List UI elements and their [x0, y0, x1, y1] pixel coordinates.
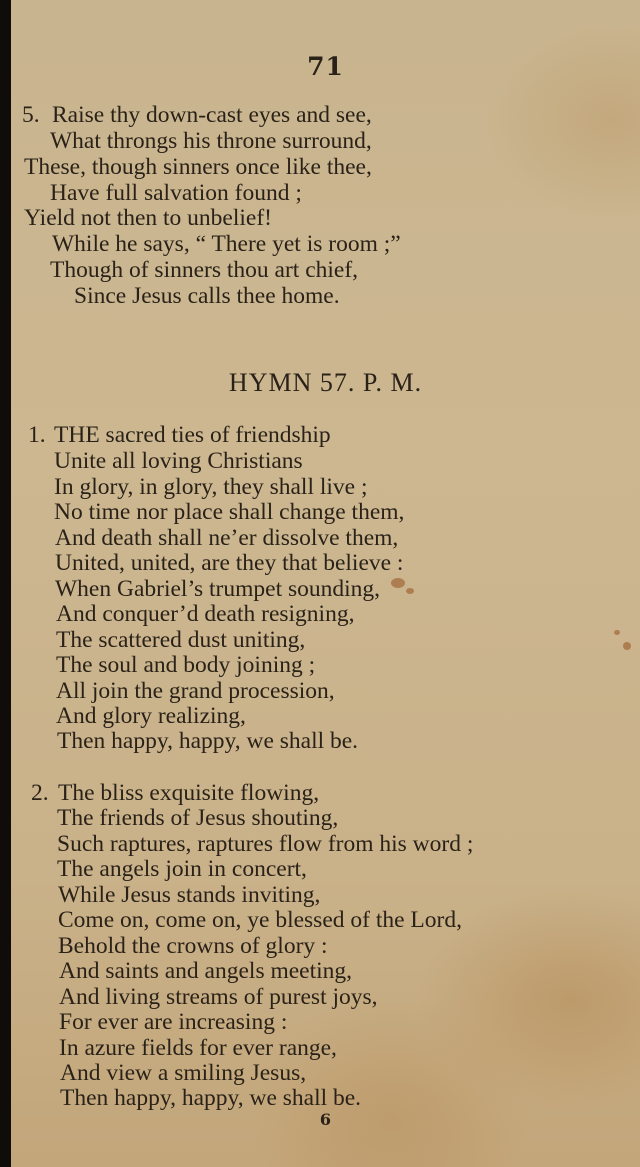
verse-line: These, though sinners once like thee,: [24, 154, 372, 180]
verse-line: While Jesus stands inviting,: [58, 882, 321, 908]
verse-line: Since Jesus calls thee home.: [74, 283, 340, 309]
hymn-title: HYMN 57. P. M.: [228, 368, 423, 397]
verse-line: The bliss exquisite flowing,: [58, 780, 320, 806]
verse-line: The scattered dust uniting,: [56, 627, 306, 653]
verse-line: The friends of Jesus shouting,: [57, 805, 339, 831]
verse-line: United, united, are they that believe :: [55, 550, 404, 576]
verse-line: The soul and body joining ;: [56, 652, 316, 678]
verse-line: All join the grand procession,: [56, 678, 335, 704]
verse-number: 2.: [31, 780, 49, 806]
verse-line: Have full salvation found ;: [50, 180, 302, 206]
verse-line: Yield not then to unbelief!: [24, 205, 273, 231]
paper-stain: [391, 578, 405, 588]
verse-line: And conquer’d death resigning,: [56, 601, 355, 627]
page-number: 71: [307, 52, 344, 81]
verse-line: Come on, come on, ye blessed of the Lord,: [58, 907, 462, 933]
verse-line: Raise thy down-cast eyes and see,: [52, 102, 372, 128]
verse-line: For ever are increasing :: [59, 1009, 288, 1035]
signature-mark: 6: [319, 1110, 332, 1129]
verse-line: Behold the crowns of glory :: [58, 933, 328, 959]
paper-stain: [406, 588, 414, 594]
book-spine-edge: [0, 0, 11, 1167]
verse-line: When Gabriel’s trumpet sounding,: [55, 576, 381, 602]
hymnal-page: [11, 0, 640, 1167]
verse-line: And living streams of purest joys,: [59, 984, 378, 1010]
verse-line: What throngs his throne surround,: [50, 128, 372, 154]
paper-stain: [623, 642, 631, 650]
verse-line: And death shall ne’er dissolve them,: [55, 525, 399, 551]
paper-stain: [614, 630, 620, 635]
verse-line: THE sacred ties of friendship: [54, 422, 331, 448]
verse-line: And view a smiling Jesus,: [60, 1060, 307, 1086]
verse-line: Unite all loving Christians: [54, 448, 303, 474]
verse-number: 5.: [22, 102, 40, 128]
verse-line: No time nor place shall change them,: [54, 499, 405, 525]
verse-line: Such raptures, raptures flow from his word ;: [57, 831, 474, 857]
verse-line: And saints and angels meeting,: [59, 958, 353, 984]
verse-line: Then happy, happy, we shall be.: [60, 1085, 362, 1111]
verse-line: And glory realizing,: [56, 703, 246, 729]
verse-line: In glory, in glory, they shall live ;: [54, 474, 368, 500]
verse-line: The angels join in concert,: [57, 856, 307, 882]
verse-line: While he says, “ There yet is room ;”: [52, 231, 401, 257]
verse-line: In azure fields for ever range,: [59, 1035, 337, 1061]
verse-line: Then happy, happy, we shall be.: [57, 728, 359, 754]
verse-line: Though of sinners thou art chief,: [50, 257, 359, 283]
verse-number: 1.: [28, 422, 46, 448]
